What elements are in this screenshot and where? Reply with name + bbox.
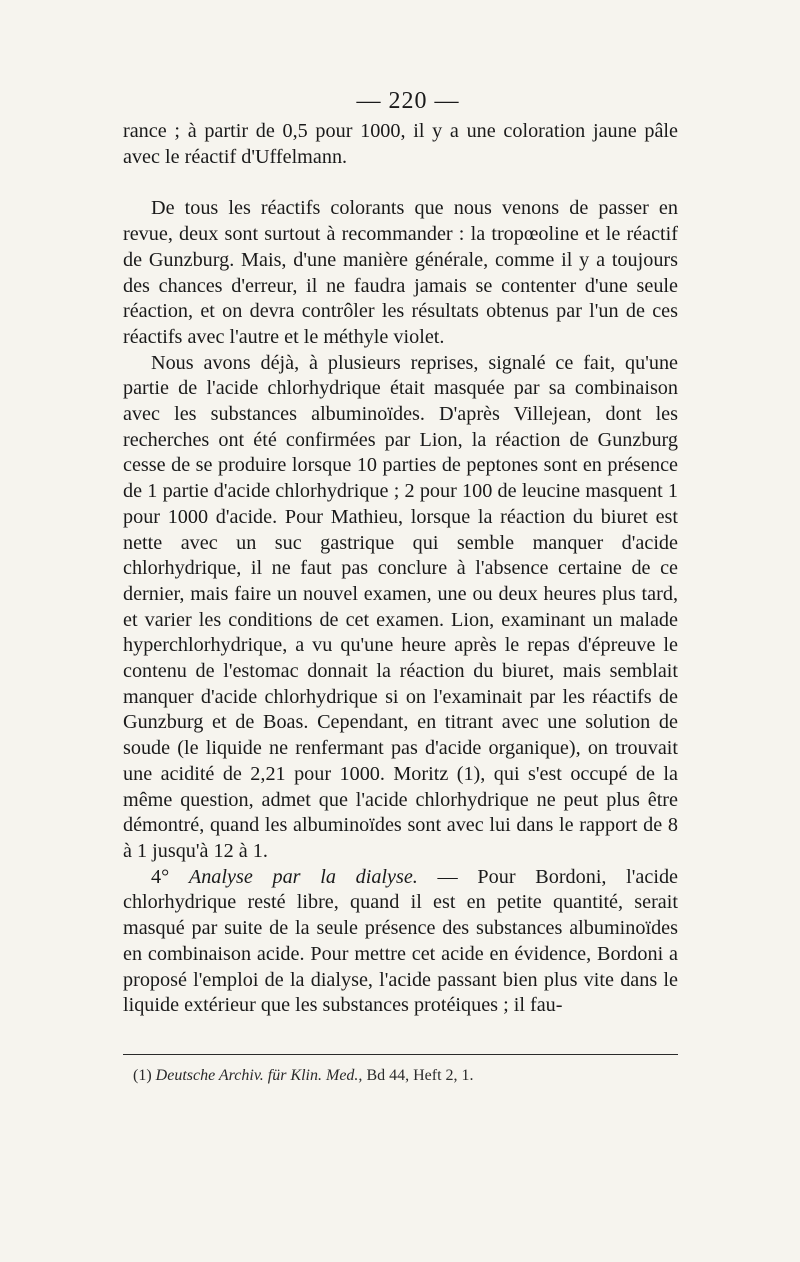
footnote xyxy=(133,1066,678,1086)
footnote-details: Bd 44, Heft 2, 1. xyxy=(366,1067,474,1084)
footnote-divider xyxy=(123,1054,678,1055)
page-number: — 220 — xyxy=(356,88,460,114)
footnote-source: Deutsche Archiv. für Klin. Med., xyxy=(155,1067,363,1084)
section-heading: Analyse par la dialyse. xyxy=(188,865,418,888)
section-number: 4° xyxy=(151,865,170,888)
paragraph-masked-acid: Nous avons déjà, à plusieurs reprises, signalé ce fait, qu'une partie de l'acide chlorhydrique était masquée par sa combinaison avec les substances albuminoïdes. D'après Villejean, dont les recherches ont été confirmées par Lion, la réaction de Gunzburg cesse de se produire lorsque 10 parties de peptones sont en présence de 1 partie d'acide chlorhydrique ; 2 pour 100 de leucine masquent 1 pour 1000 d'acide. Pour Mathieu, lorsque la réaction du biuret est nette avec un suc gastrique qui semble manquer d'acide chlorhydrique, il ne faut pas conclure à l'absence certaine de ce dernier, mais faire un nouvel examen, une ou deux heures plus tard, et varier les conditions de cet examen. Lion, examinant un malade hyperchlorhydrique, a vu qu'une heure après le repas d'épreuve le contenu de l'estomac donnait la réaction du biuret, mais semblait manquer d'acide chlorhydrique si on l'examinait par les réactifs de Gunzburg et de Boas. Cependant, en titrant avec une solution de soude (le liquide ne renfermant pas d'acide organique), on trouvait une acidité de 2,21 pour 1000. Moritz (1), qui s'est occupé de la même question, admet que l'acide chlorhydrique ne peut plus être démontré, quand les albuminoïdes sont avec lui dans le rapport de 8 à 1 jusqu'à 12 à 1. xyxy=(123,351,678,862)
body-text xyxy=(123,119,678,1019)
paragraph-continuation: rance ; à partir de 0,5 pour 1000, il y a une coloration jaune pâle avec le réactif d'Uffelmann. xyxy=(123,120,678,168)
footnote-marker: (1) xyxy=(133,1067,152,1084)
paragraph-reagents: De tous les réactifs colorants que nous venons de passer en revue, deux sont surtout à recommander : la tropœoline et le réactif de Gunzburg. Mais, d'une manière générale, comme il y a toujours des chances d'erreur, il ne faudra jamais se contenter d'une seule réaction, et on devra contrôler les résultats obtenus par l'un de ces réactifs avec l'autre et le méthyle violet. xyxy=(123,197,678,348)
section-text: — Pour Bordoni, l'acide chlorhydrique resté libre, quand il est en petite quantité, serait masqué par suite de la seule présence des substances albuminoïdes en combinaison acide. Pour mettre cet acide en évidence, Bordoni a proposé l'emploi de la dialyse, l'acide passant bien plus vite dans le liquide extérieur que les substances protéiques ; il fau- xyxy=(123,865,678,1017)
paragraph-dialysis xyxy=(123,865,678,1019)
